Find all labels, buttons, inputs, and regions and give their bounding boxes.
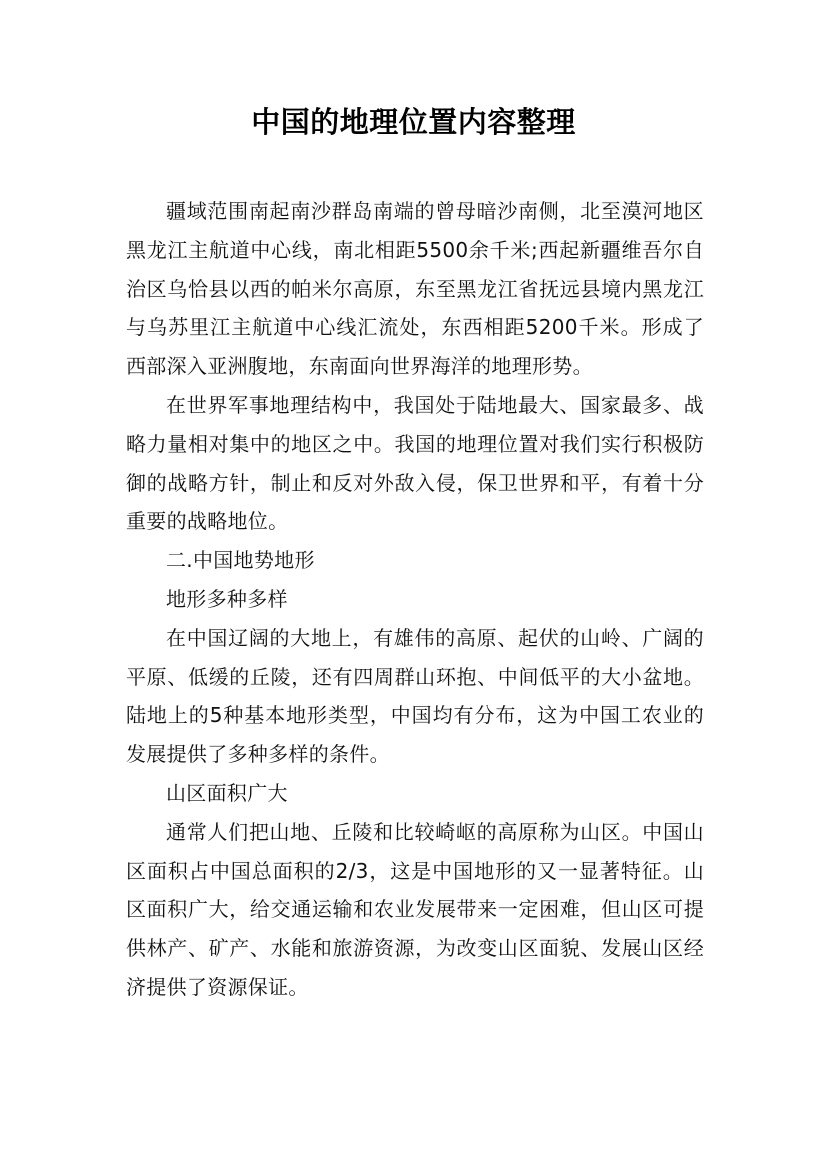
document-title: 中国的地理位置内容整理 bbox=[251, 105, 576, 139]
paragraph-military-geography: 在世界军事地理结构中，我国处于陆地最大、国家最多、战略力量相对集中的地区之中。我国的地理位置对我们实行积极防御的战略方针，制止和反对外敌入侵，保卫世界和平，有着十分重要的战略地位。 bbox=[126, 392, 704, 534]
document-body bbox=[126, 192, 704, 1007]
section-heading-terrain: 二.中国地势地形 bbox=[166, 548, 315, 573]
paragraph-territory: 疆域范围南起南沙群岛南端的曾母暗沙南侧，北至漠河地区黑龙江主航道中心线，南北相距5500余千米;西起新疆维吾尔自治区乌恰县以西的帕米尔高原，东至黑龙江省抚远县境内黑龙江与乌苏里江主航道中心线汇流处，东西相距5200千米。形成了西部深入亚洲腹地，东南面向世界海洋的地理形势。 bbox=[126, 199, 704, 379]
paragraph-mountain-area: 通常人们把山地、丘陵和比较崎岖的高原称为山区。中国山区面积占中国总面积的2/3，这是中国地形的又一显著特征。山区面积广大，给交通运输和农业发展带来一定困难，但山区可提供林产、矿产、水能和旅游资源，为改变山区面貌、发展山区经济提供了资源保证。 bbox=[126, 819, 704, 999]
subheading-diverse-landforms: 地形多种多样 bbox=[166, 586, 288, 611]
paragraph-diverse-landforms: 在中国辽阔的大地上，有雄伟的高原、起伏的山岭、广阔的平原、低缓的丘陵，还有四周群山环抱、中间低平的大小盆地。陆地上的5种基本地形类型，中国均有分布，这为中国工农业的发展提供了多种多样的条件。 bbox=[126, 625, 704, 767]
subheading-mountain-area: 山区面积广大 bbox=[166, 780, 288, 805]
